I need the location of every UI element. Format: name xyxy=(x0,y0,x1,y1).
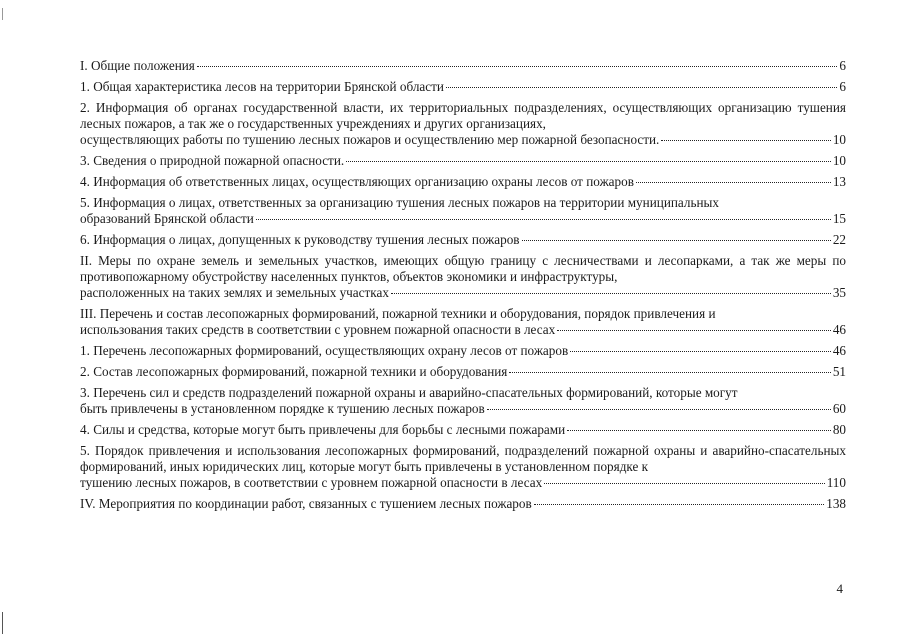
toc-entry-land-protection[interactable] xyxy=(80,253,846,301)
toc-entry-engagement-procedure[interactable] xyxy=(80,443,846,491)
toc-entry-title: 3. Сведения о природной пожарной опасности. xyxy=(80,153,345,168)
toc-entry-title: II. Меры по охране земель и земельных участков, имеющих общую границу с лесничествами и лесопарками, а так же меры по противопожарному обустройству населенных пунктов, объектов экономики и инфраструктуры, xyxy=(80,253,846,284)
toc-entry-page: 51 xyxy=(832,364,846,379)
dot-leader xyxy=(522,240,831,241)
page-number: 4 xyxy=(836,581,843,596)
dot-leader xyxy=(509,372,830,373)
toc-entry-coordination[interactable] xyxy=(80,496,846,512)
toc-entry-general-provisions[interactable] xyxy=(80,58,846,74)
dot-leader xyxy=(391,293,831,294)
dot-leader xyxy=(487,409,831,410)
toc-entry-page: 80 xyxy=(832,422,846,437)
toc-entry-page: 6 xyxy=(839,58,846,73)
toc-entry-fire-units[interactable] xyxy=(80,385,846,417)
toc-entry-page: 10 xyxy=(832,153,846,168)
toc-entry-title: 5. Информация о лицах, ответственных за организацию тушения лесных пожаров на территории муниципальных xyxy=(80,195,720,210)
toc-entry-title: I. Общие положения xyxy=(80,58,195,73)
toc-entry-page: 13 xyxy=(832,174,846,189)
toc-entry-title-end: быть привлечены в установленном порядке к тушению лесных пожаров xyxy=(80,401,485,416)
dot-leader xyxy=(446,87,837,88)
dot-leader xyxy=(197,66,838,67)
dot-leader xyxy=(256,219,831,220)
toc-entry-title: 4. Информация об ответственных лицах, осуществляющих организацию охраны лесов от пожаров xyxy=(80,174,634,189)
toc-entry-fire-leaders[interactable] xyxy=(80,232,846,248)
toc-entry-page: 15 xyxy=(832,211,846,226)
dot-leader xyxy=(636,182,831,183)
toc-entry-fire-danger[interactable] xyxy=(80,153,846,169)
toc-entry-page: 22 xyxy=(832,232,846,247)
toc-entry-page: 35 xyxy=(832,285,846,300)
toc-entry-formations-protecting[interactable] xyxy=(80,343,846,359)
toc-entry-responsible-persons[interactable] xyxy=(80,174,846,190)
toc-entry-title: 6. Информация о лицах, допущенных к руководству тушения лесных пожаров xyxy=(80,232,520,247)
toc-entry-title: 2. Информация об органах государственной власти, их территориальных подразделениях, осуществляющих организацию тушения лесных пожаров, а так же о государственных учреждениях и других организациях, xyxy=(80,100,846,131)
toc-entry-title: 1. Перечень лесопожарных формирований, осуществляющих охрану лесов от пожаров xyxy=(80,343,569,358)
toc-entry-title: 3. Перечень сил и средств подразделений пожарной охраны и аварийно-спасательных формирований, которые могут xyxy=(80,385,738,400)
toc-entry-title-end: тушению лесных пожаров, в соответствии с уровнем пожарной опасности в лесах xyxy=(80,475,543,490)
dot-leader xyxy=(346,161,831,162)
toc-entry-page: 46 xyxy=(832,322,846,337)
dot-leader xyxy=(534,504,825,505)
toc-entry-title-end: расположенных на таких землях и земельных участках xyxy=(80,285,389,300)
toc-entry-title: III. Перечень и состав лесопожарных формирований, пожарной техники и оборудования, порядок привлечения и xyxy=(80,306,716,321)
dot-leader xyxy=(557,330,831,331)
dot-leader xyxy=(567,430,831,431)
dot-leader xyxy=(544,483,825,484)
toc-entry-title: IV. Мероприятия по координации работ, связанных с тушением лесных пожаров xyxy=(80,496,532,511)
toc-entry-municipal-responsible[interactable] xyxy=(80,195,846,227)
toc-entry-forest-characteristics[interactable] xyxy=(80,79,846,95)
toc-entry-title: 2. Состав лесопожарных формирований, пожарной техники и оборудования xyxy=(80,364,508,379)
toc-entry-title-end: осуществляющих работы по тушению лесных пожаров и осуществлению мер пожарной безопасности. xyxy=(80,132,660,147)
toc-entry-title: 1. Общая характеристика лесов на территории Брянской области xyxy=(80,79,444,94)
toc-entry-title-end: образований Брянской области xyxy=(80,211,254,226)
toc-entry-title: 5. Порядок привлечения и использования лесопожарных формирований, подразделений пожарной охраны и аварийно-спасательных формирований, иных юридических лиц, которые могут быть привлечены в установленном порядке к xyxy=(80,443,846,474)
table-of-contents xyxy=(80,58,846,517)
dot-leader xyxy=(570,351,831,352)
toc-entry-title: 4. Силы и средства, которые могут быть привлечены для борьбы с лесными пожарами xyxy=(80,422,566,437)
toc-entry-title-end: использования таких средств в соответствии с уровнем пожарной опасности в лесах xyxy=(80,322,556,337)
toc-entry-formations-composition[interactable] xyxy=(80,364,846,380)
dot-leader xyxy=(661,140,830,141)
toc-entry-page: 60 xyxy=(832,401,846,416)
toc-entry-page: 46 xyxy=(832,343,846,358)
toc-entry-page: 6 xyxy=(839,79,846,94)
toc-entry-formations-list[interactable] xyxy=(80,306,846,338)
scan-edge-mark-top xyxy=(2,8,3,20)
toc-entry-page: 138 xyxy=(826,496,846,511)
scan-edge-mark xyxy=(2,612,3,634)
toc-entry-page: 10 xyxy=(832,132,846,147)
toc-entry-forces-means[interactable] xyxy=(80,422,846,438)
toc-entry-page: 110 xyxy=(826,475,846,490)
toc-entry-government-bodies[interactable] xyxy=(80,100,846,148)
